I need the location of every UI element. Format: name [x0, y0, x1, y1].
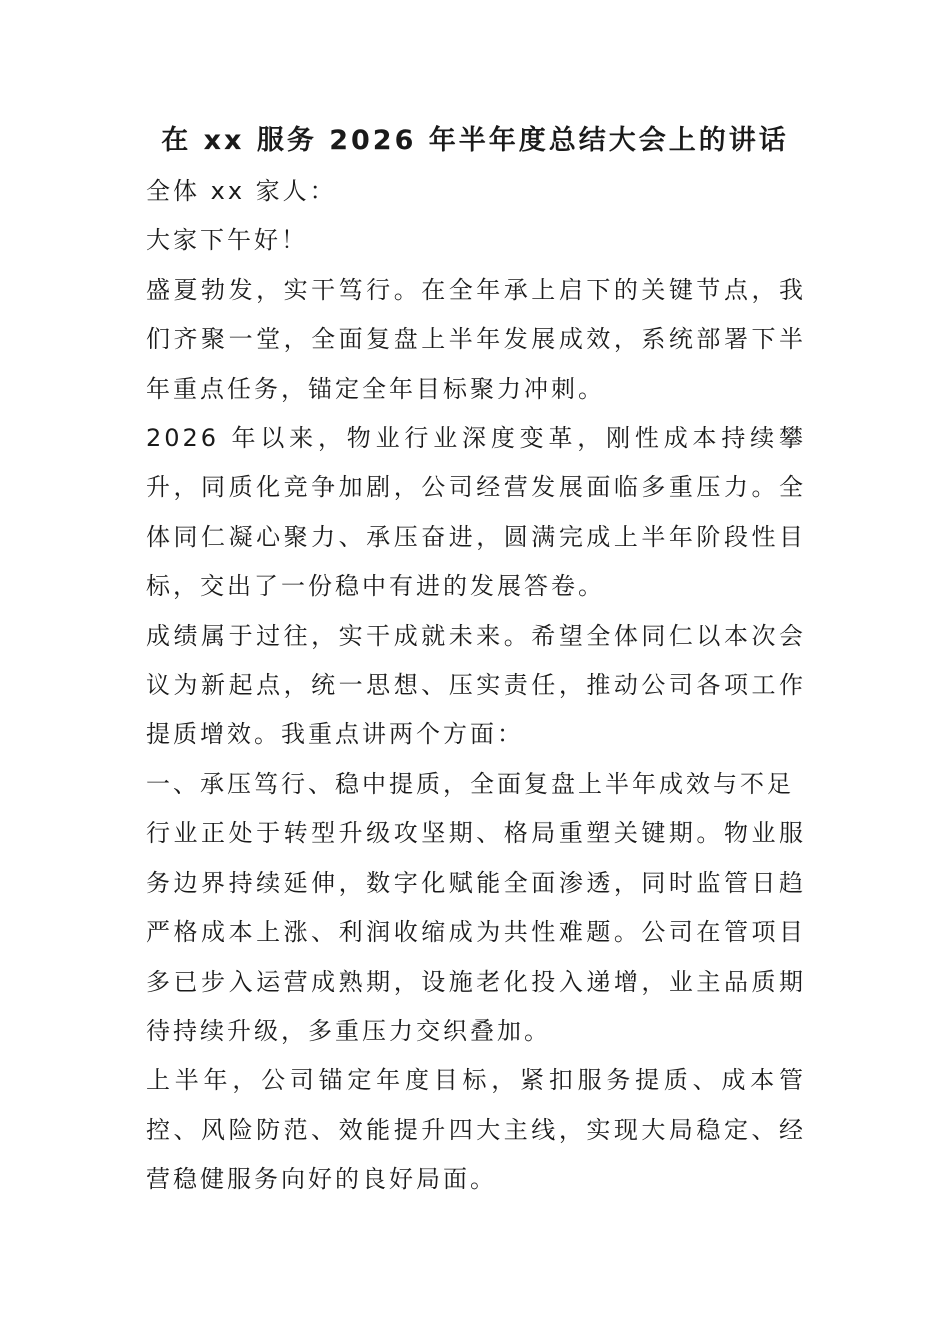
paragraph-outlook: 成绩属于过往，实干成就未来。希望全体同仁以本次会议为新起点，统一思想、压实责任，推动公司各项工作提质增效。我重点讲两个方面： [146, 621, 806, 749]
paragraph-industry: 行业正处于转型升级攻坚期、格局重塑关键期。物业服务边界持续延伸，数字化赋能全面渗透，同时监管日趋严格成本上涨、利润收缩成为共性难题。公司在管项目多已步入运营成熟期，设施老化投入递增，业主品质期待持续升级，多重压力交织叠加。 [146, 819, 806, 1045]
paragraph-first-half: 上半年，公司锚定年度目标，紧扣服务提质、成本管控、风险防范、效能提升四大主线，实现大局稳定、经营稳健服务向好的良好局面。 [146, 1066, 806, 1194]
salutation: 全体 xx 家人： [146, 177, 337, 205]
document-title: 在 xx 服务 2026 年半年度总结大会上的讲话 [161, 125, 789, 156]
document-body [146, 167, 806, 1205]
paragraph-opening: 盛夏勃发，实干笃行。在全年承上启下的关键节点，我们齐聚一堂，全面复盘上半年发展成效，系统部署下半年重点任务，锚定全年目标聚力冲刺。 [146, 275, 806, 403]
greeting: 大家下午好！ [146, 226, 308, 255]
paragraph-review: 2026 年以来，物业行业深度变革，刚性成本持续攀升，同质化竞争加剧，公司经营发展面临多重压力。全体同仁凝心聚力、承压奋进，圆满完成上半年阶段性目标，交出了一份稳中有进的发展答卷。 [146, 424, 806, 601]
section-heading: 一、承压笃行、稳中提质，全面复盘上半年成效与不足 [146, 769, 794, 798]
